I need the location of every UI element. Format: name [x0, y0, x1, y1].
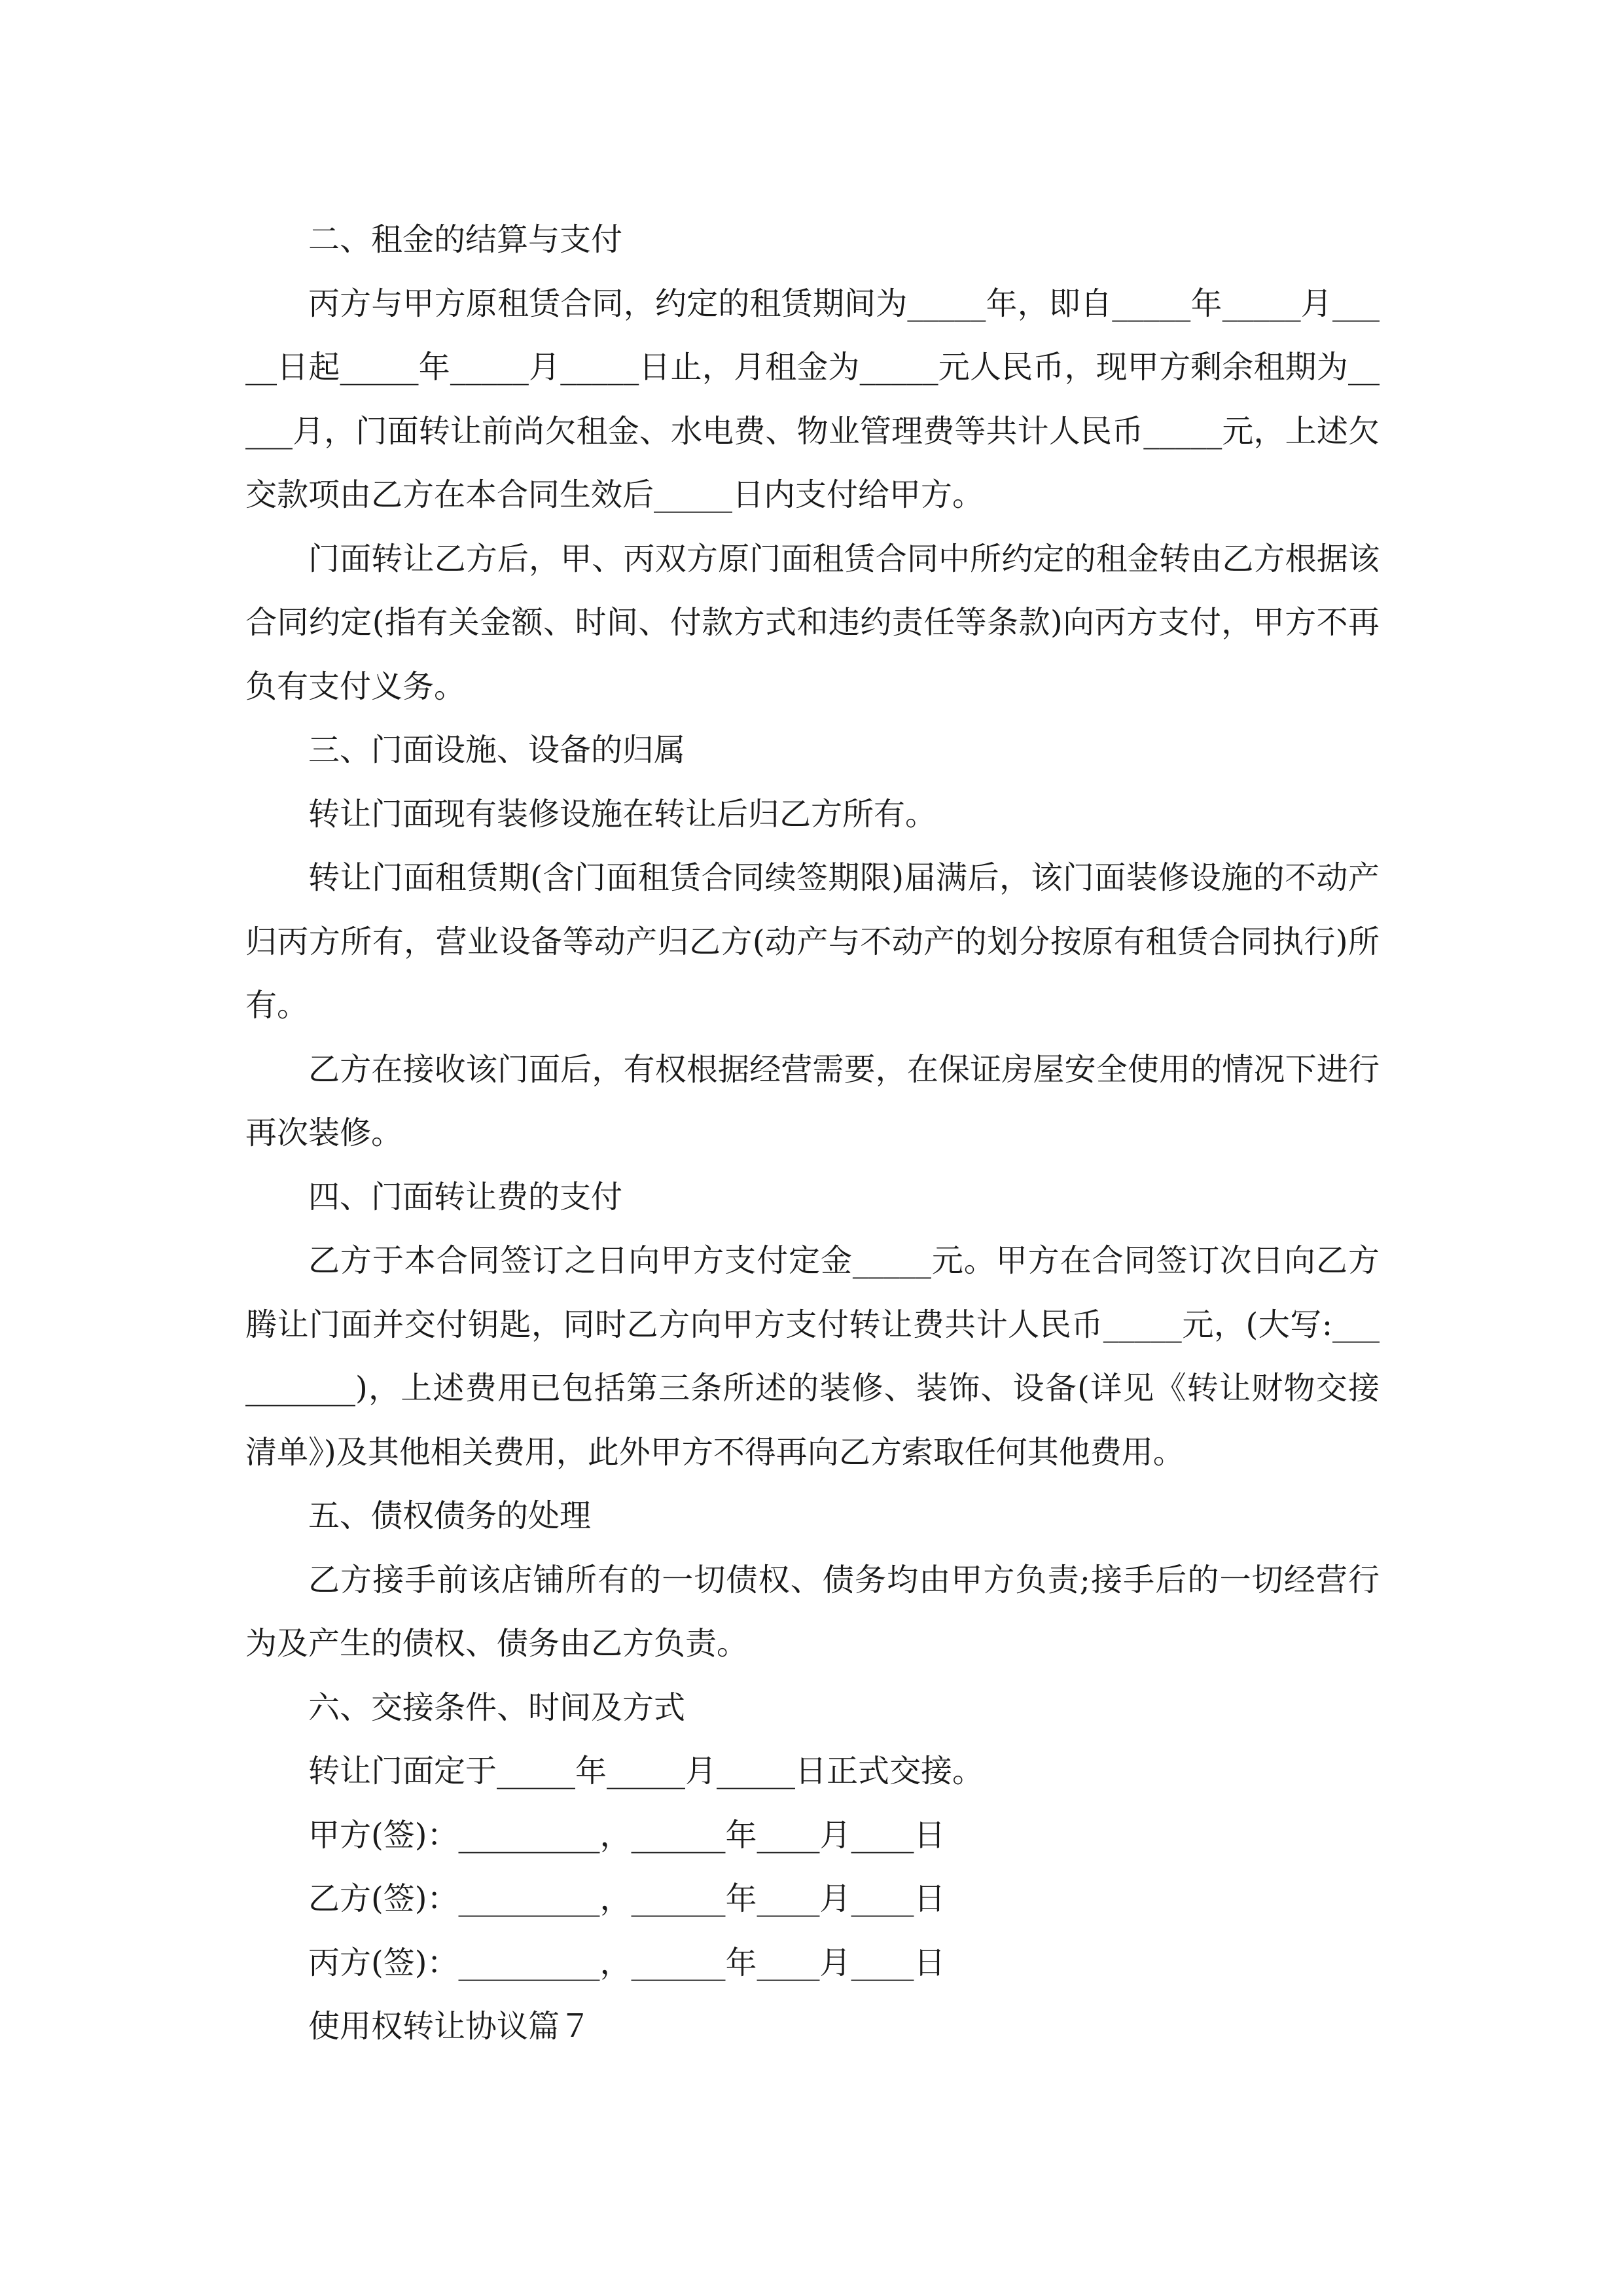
signature-line-party-b: 乙方(签)：_________，______年____月____日	[308, 1880, 946, 1917]
signature-line-party-c: 丙方(签)：_________，______年____月____日	[308, 1944, 946, 1981]
paragraph-transfer-fee: 乙方于本合同签订之日向甲方支付定金_____元。甲方在合同签订次日向乙方腾让门面并交付钥匙，同时乙方向甲方支付转让费共计人民币_____元，(大写:__________)，上述费用已包括第三条所述的装修、装饰、设备(详见《转让财物交接清单》)及其他相关费用，此外甲方不得再向乙方索取任何其他费用。	[245, 1242, 1380, 1471]
paragraph-rent-transfer: 门面转让乙方后，甲、丙双方原门面租赁合同中所约定的租金转由乙方根据该合同约定(指有关金额、时间、付款方式和违约责任等条款)向丙方支付，甲方不再负有支付义务。	[245, 540, 1380, 705]
section-heading-handover: 六、交接条件、时间及方式	[308, 1689, 686, 1726]
paragraph-debts: 乙方接手前该店铺所有的一切债权、债务均由甲方负责;接手后的一切经营行为及产生的债权、债务由乙方负责。	[245, 1561, 1380, 1662]
document-body	[245, 208, 1380, 2059]
paragraph-rent-terms: 丙方与甲方原租赁合同，约定的租赁期间为_____年，即自_____年_____月_____日起_____年_____月_____日止，月租金为_____元人民币，现甲方剩余租期为_____月，门面转让前尚欠租金、水电费、物业管理费等共计人民币_____元，上述欠交款项由乙方在本合同生效后_____日内支付给甲方。	[245, 285, 1380, 513]
section-heading-facilities: 三、门面设施、设备的归属	[308, 732, 686, 768]
paragraph-renovation-right: 乙方在接收该门面后，有权根据经营需要，在保证房屋安全使用的情况下进行再次装修。	[245, 1050, 1380, 1151]
section-heading-transfer-fee: 四、门面转让费的支付	[308, 1178, 623, 1215]
next-agreement-title: 使用权转让协议篇７	[308, 2008, 592, 2045]
section-heading-rent-settlement: 二、租金的结算与支付	[308, 221, 623, 258]
section-heading-debts: 五、债权债务的处理	[308, 1498, 592, 1534]
paragraph-lease-expiry: 转让门面租赁期(含门面租赁合同续签期限)届满后，该门面装修设施的不动产归丙方所有，营业设备等动产归乙方(动产与不动产的划分按原有租赁合同执行)所有。	[245, 859, 1380, 1024]
paragraph-handover-date: 转让门面定于_____年_____月_____日正式交接。	[308, 1753, 984, 1789]
paragraph-facilities-ownership: 转让门面现有装修设施在转让后归乙方所有。	[308, 795, 937, 833]
signature-line-party-a: 甲方(签)：_________，______年____月____日	[308, 1816, 946, 1854]
